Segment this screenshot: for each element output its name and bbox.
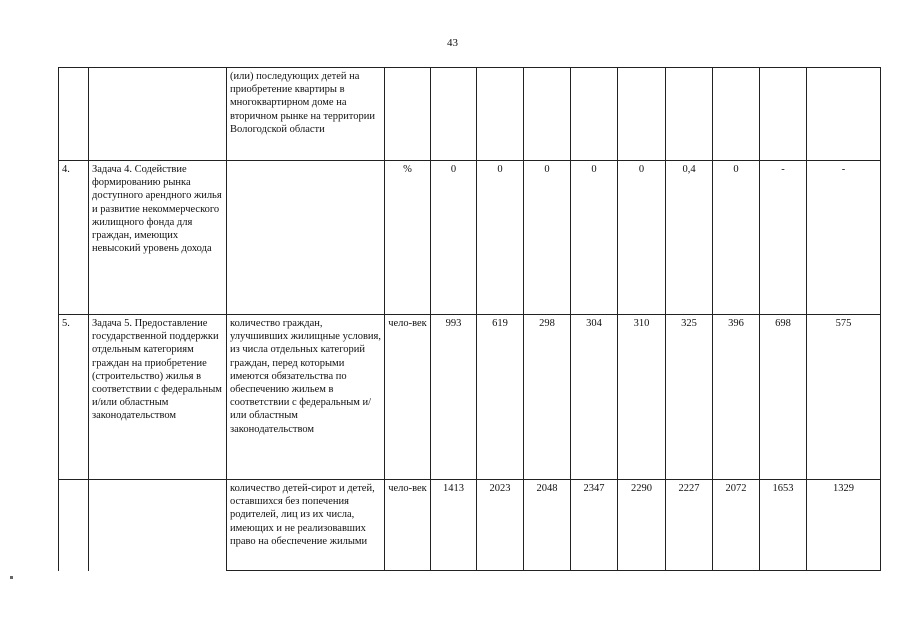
value-cell: 698 [760, 315, 807, 480]
value-cell: 1329 [807, 480, 881, 571]
value-cell: 0 [618, 161, 666, 315]
indicator-cell: количество детей-сирот и детей, оставшихся без попечения родителей, лиц из их числа, имеющих и не реализовавших право на обеспечение жилыми [227, 480, 385, 571]
task-cell: Задача 5. Предоставление государственной поддержки отдельным категориям граждан на приобретение (строительство) жилья в соответствии с федеральным и/или областным законодательством [89, 315, 227, 480]
table-row [59, 161, 881, 315]
value-cell: 298 [524, 315, 571, 480]
row-number [59, 68, 89, 161]
value-cell: 304 [571, 315, 618, 480]
value-cell: 0 [713, 161, 760, 315]
value-cell: 2227 [666, 480, 713, 571]
value-cell: 575 [807, 315, 881, 480]
value-cell [713, 68, 760, 161]
indicator-cell [227, 161, 385, 315]
value-cell [524, 68, 571, 161]
task-cell: Задача 4. Содействие формированию рынка доступного арендного жилья и развитие некоммерческого жилищного фонда для граждан, имеющих невысокий уровень дохода [89, 161, 227, 315]
indicator-cell: количество граждан, улучшивших жилищные условия, из числа отдельных категорий граждан, перед которыми имеются обязательства по обеспечению жильем в соответствии с федеральным и/или областным законодательством [227, 315, 385, 480]
value-cell: 1653 [760, 480, 807, 571]
unit-cell: % [385, 161, 431, 315]
value-cell: 993 [431, 315, 477, 480]
row-number [59, 480, 89, 571]
value-cell: 619 [477, 315, 524, 480]
task-cell [89, 480, 227, 571]
indicator-cell: (или) последующих детей на приобретение квартиры в многоквартирном доме на вторичном рынке на территории Вологодской области [227, 68, 385, 161]
value-cell: 2048 [524, 480, 571, 571]
value-cell [807, 68, 881, 161]
value-cell: 0 [524, 161, 571, 315]
value-cell [571, 68, 618, 161]
page-number: 43 [447, 37, 458, 49]
task-cell [89, 68, 227, 161]
value-cell: 0 [571, 161, 618, 315]
unit-cell [385, 68, 431, 161]
value-cell: - [807, 161, 881, 315]
value-cell: 396 [713, 315, 760, 480]
unit-cell: чело-век [385, 480, 431, 571]
value-cell: 2290 [618, 480, 666, 571]
table-row [59, 315, 881, 480]
row-number: 5. [59, 315, 89, 480]
value-cell [618, 68, 666, 161]
value-cell: 0 [431, 161, 477, 315]
value-cell [666, 68, 713, 161]
table-row [59, 68, 881, 161]
value-cell: - [760, 161, 807, 315]
value-cell: 2347 [571, 480, 618, 571]
row-number: 4. [59, 161, 89, 315]
value-cell: 310 [618, 315, 666, 480]
value-cell [760, 68, 807, 161]
value-cell: 2023 [477, 480, 524, 571]
scan-mark [10, 576, 13, 579]
value-cell: 325 [666, 315, 713, 480]
table-row [59, 480, 881, 571]
value-cell: 0,4 [666, 161, 713, 315]
value-cell: 0 [477, 161, 524, 315]
value-cell: 2072 [713, 480, 760, 571]
value-cell [477, 68, 524, 161]
value-cell: 1413 [431, 480, 477, 571]
indicators-table [58, 67, 881, 571]
value-cell [431, 68, 477, 161]
unit-cell: чело-век [385, 315, 431, 480]
